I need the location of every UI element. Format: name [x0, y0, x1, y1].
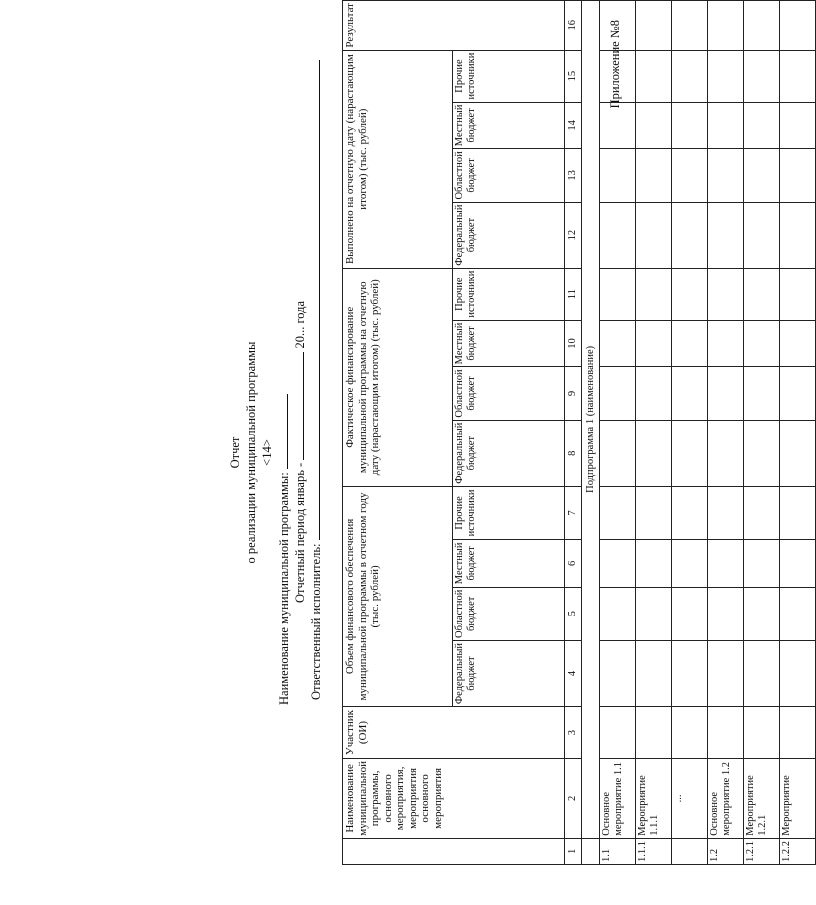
- header-volume: Объем финансового обеспечения муниципальной программы в отчетном году (тыс. рублей): [343, 486, 453, 706]
- table-row: [744, 1, 780, 865]
- column-number: 5: [565, 587, 582, 640]
- column-number: 16: [565, 1, 582, 51]
- table-row: [600, 1, 636, 865]
- period-label: Отчетный период январь -: [293, 462, 307, 603]
- column-number: 3: [565, 707, 582, 759]
- row-name: Мероприятие: [780, 759, 816, 839]
- column-number: 9: [565, 367, 582, 420]
- period-year: 20... года: [293, 300, 307, 349]
- appendix-label: Приложение №8: [608, 20, 622, 109]
- period-line: [292, 301, 307, 603]
- column-number: 7: [565, 486, 582, 539]
- volume-other: Прочие источники: [453, 486, 565, 539]
- column-number: 10: [565, 320, 582, 367]
- column-number: 15: [565, 50, 582, 102]
- column-number: 12: [565, 202, 582, 268]
- header-result: Результат: [343, 1, 565, 51]
- program-name-line: [276, 394, 291, 705]
- header-name: Наименование муниципальной программы, основного мероприятия, мероприятия основного мероприятия: [343, 759, 565, 839]
- program-name-blank: [276, 394, 288, 469]
- header-participant: Участник (ОИ): [343, 707, 565, 759]
- column-numbers-row: [565, 1, 582, 865]
- table-row: [708, 1, 744, 865]
- done-other: Прочие источники: [453, 50, 565, 102]
- column-number: 1: [565, 838, 582, 864]
- report-subtitle: о реализации муниципальной программы: [244, 341, 258, 564]
- done-local: Местный бюджет: [453, 102, 565, 149]
- row-num: [672, 838, 708, 864]
- report-title: Отчет: [228, 436, 242, 469]
- executor-line: [308, 60, 323, 700]
- executor-label: Ответственный исполнитель:: [309, 543, 323, 700]
- header-actual: Фактическое финансирование муниципальной программы на отчетную дату (нарастающим итогом) (тыс. рублей): [343, 268, 453, 486]
- row-num: 1.2.2: [780, 838, 816, 864]
- column-number: 11: [565, 268, 582, 320]
- program-name-label: Наименование муниципальной программы:: [277, 472, 291, 705]
- volume-local: Местный бюджет: [453, 540, 565, 588]
- row-name: ...: [672, 759, 708, 839]
- column-number: 13: [565, 149, 582, 202]
- done-federal: Федеральный бюджет: [453, 202, 565, 268]
- report-table: [342, 0, 816, 865]
- table-row: [672, 1, 708, 865]
- row-num: 1.1: [600, 838, 636, 864]
- column-number: 14: [565, 102, 582, 149]
- column-number: 8: [565, 420, 582, 486]
- report-code: <14>: [260, 439, 274, 466]
- table-row: [636, 1, 672, 865]
- subprogram-title: Подпрограмма 1 (наименование): [582, 1, 600, 839]
- actual-other: Прочие источники: [453, 268, 565, 320]
- actual-local: Местный бюджет: [453, 320, 565, 367]
- row-num: 1.1.1: [636, 838, 672, 864]
- column-number: 4: [565, 640, 582, 706]
- row-name: Основное мероприятие 1.2: [708, 759, 744, 839]
- row-num: 1.2.1: [744, 838, 780, 864]
- volume-federal: Федеральный бюджет: [453, 640, 565, 706]
- row-num: 1.2: [708, 838, 744, 864]
- subprogram-num: [582, 838, 600, 864]
- done-regional: Областной бюджет: [453, 149, 565, 202]
- row-name: Мероприятие 1.1.1: [636, 759, 672, 839]
- period-blank: [292, 352, 304, 460]
- volume-regional: Областной бюджет: [453, 587, 565, 640]
- header-num: [343, 838, 565, 864]
- actual-federal: Федеральный бюджет: [453, 420, 565, 486]
- executor-blank: [308, 60, 320, 540]
- column-number: 2: [565, 759, 582, 839]
- table-row: [780, 1, 816, 865]
- row-name: Основное мероприятие 1.1: [600, 759, 636, 839]
- column-number: 6: [565, 540, 582, 588]
- row-name: Мероприятие 1.2.1: [744, 759, 780, 839]
- subprogram-row: [582, 1, 600, 865]
- actual-regional: Областной бюджет: [453, 367, 565, 420]
- header-done: Выполнено на отчетную дату (нарастающим итогом) (тыс. рублей): [343, 50, 453, 268]
